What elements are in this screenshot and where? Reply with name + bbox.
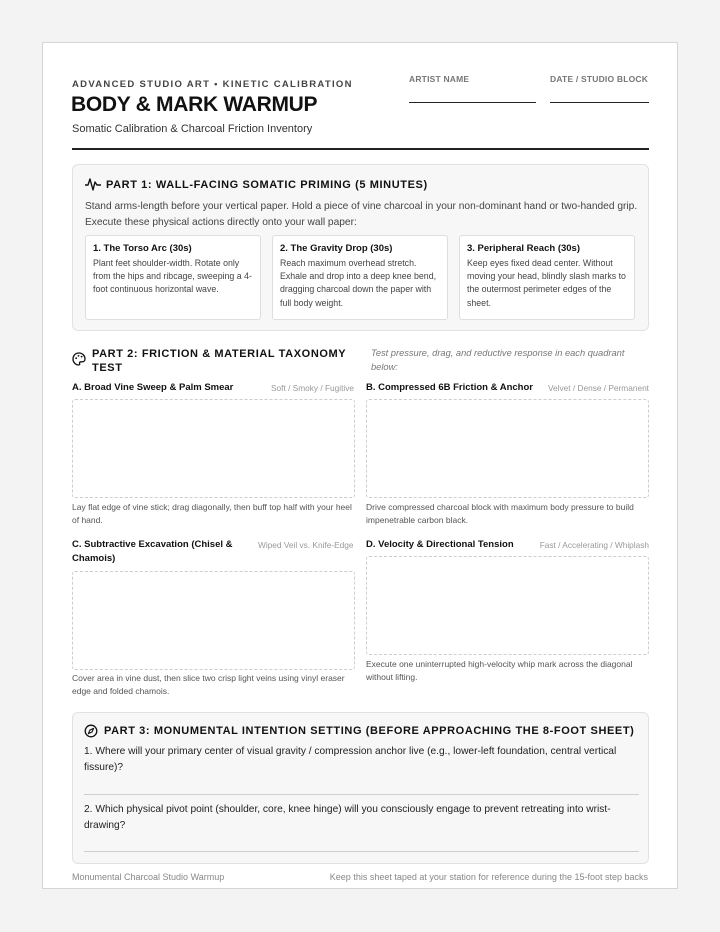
part3-title: PART 3: MONUMENTAL INTENTION SETTING (BEFORE APPROACHING THE 8-FOOT SHEET) bbox=[104, 725, 635, 737]
exercise-title: 2. The Gravity Drop (30s) bbox=[280, 243, 393, 254]
quadrant-a-tag: Soft / Smoky / Fugitive bbox=[271, 383, 354, 393]
exercise-card bbox=[272, 235, 448, 320]
footer-right: Keep this sheet taped at your station for reference during the 15-foot step backs bbox=[329, 872, 648, 882]
quadrant-d-tag: Fast / Accelerating / Whiplash bbox=[539, 540, 649, 550]
compass-icon bbox=[84, 724, 98, 743]
part1-panel bbox=[72, 164, 649, 331]
answer-line-2[interactable] bbox=[84, 851, 639, 852]
part1-title: PART 1: WALL-FACING SOMATIC PRIMING (5 MINUTES) bbox=[106, 179, 428, 191]
quadrant-c-tag: Wiped Veil vs. Knife-Edge bbox=[258, 540, 354, 550]
course-kicker: ADVANCED STUDIO ART • KINETIC CALIBRATION bbox=[72, 79, 353, 90]
artist-name-label: ARTIST NAME bbox=[409, 74, 470, 84]
quadrant-c-caption: Cover area in vine dust, then slice two crisp light veins using vinyl eraser edge and folded chamois. bbox=[72, 673, 345, 696]
part2-note: Test pressure, drag, and reductive response in each quadrant below: bbox=[371, 348, 625, 372]
quadrant-a-caption: Lay flat edge of vine stick; drag diagonally, then buff top half with your heel of hand. bbox=[72, 502, 352, 525]
page-title: BODY & MARK WARMUP bbox=[71, 93, 318, 116]
exercise-card bbox=[85, 235, 261, 320]
date-block-field[interactable] bbox=[550, 102, 649, 103]
intention-question-1: 1. Where will your primary center of visual gravity / compression anchor live (e.g., lower-left foundation, central vertical fissure)? bbox=[84, 746, 617, 773]
quadrant-d-label: D. Velocity & Directional Tension bbox=[366, 539, 514, 550]
date-block-label: DATE / STUDIO BLOCK bbox=[550, 74, 649, 84]
artist-name-field[interactable] bbox=[409, 102, 536, 103]
part3-panel bbox=[72, 712, 649, 864]
exercise-body: Plant feet shoulder-width. Rotate only from the hips and ribcage, sweeping a 4-foot continuous horizontal wave. bbox=[93, 258, 252, 295]
quadrant-b-label: B. Compressed 6B Friction & Anchor bbox=[366, 382, 533, 393]
answer-line-1[interactable] bbox=[84, 794, 639, 795]
exercise-body: Keep eyes fixed dead center. Without moving your head, blindly slash marks to the outermost perimeter edges of the sheet. bbox=[467, 258, 626, 308]
palette-icon bbox=[72, 352, 86, 371]
quadrant-a-label: A. Broad Vine Sweep & Palm Smear bbox=[72, 382, 234, 393]
part1-intro: Stand arms-length before your vertical paper. Hold a piece of vine charcoal in your non-dominant hand or two-handed grip. Execute these physical actions directly onto your wall paper: bbox=[85, 201, 638, 228]
exercise-title: 1. The Torso Arc (30s) bbox=[93, 243, 192, 254]
exercise-title: 3. Peripheral Reach (30s) bbox=[467, 243, 580, 254]
exercise-body: Reach maximum overhead stretch. Exhale and drop into a deep knee bend, dragging charcoal down the paper with full body weight. bbox=[280, 258, 437, 308]
intention-question-2: 2. Which physical pivot point (shoulder, core, knee hinge) will you consciously engage to prevent retreating into wrist-drawing? bbox=[84, 804, 611, 831]
page-subtitle: Somatic Calibration & Charcoal Friction Inventory bbox=[72, 123, 313, 135]
quadrant-c-label: C. Subtractive Excavation (Chisel & Chamois) bbox=[72, 539, 233, 564]
quadrant-b-caption: Drive compressed charcoal block with maximum body pressure to build impenetrable carbon black. bbox=[366, 502, 634, 525]
pulse-icon bbox=[85, 177, 101, 196]
quadrant-d-caption: Execute one uninterrupted high-velocity whip mark across the diagonal without lifting. bbox=[366, 659, 633, 682]
exercise-card bbox=[459, 235, 635, 320]
quadrant-b-test-area[interactable] bbox=[366, 399, 649, 498]
quadrant-c-test-area[interactable] bbox=[72, 571, 355, 670]
footer-left: Monumental Charcoal Studio Warmup bbox=[72, 872, 225, 882]
quadrant-b-tag: Velvet / Dense / Permanent bbox=[547, 383, 649, 393]
quadrant-d-test-area[interactable] bbox=[366, 556, 649, 655]
quadrant-a-test-area[interactable] bbox=[72, 399, 355, 498]
part2-title: PART 2: FRICTION & MATERIAL TAXONOMY TEST bbox=[92, 348, 347, 374]
worksheet-page bbox=[42, 42, 678, 889]
header-divider bbox=[72, 148, 649, 150]
